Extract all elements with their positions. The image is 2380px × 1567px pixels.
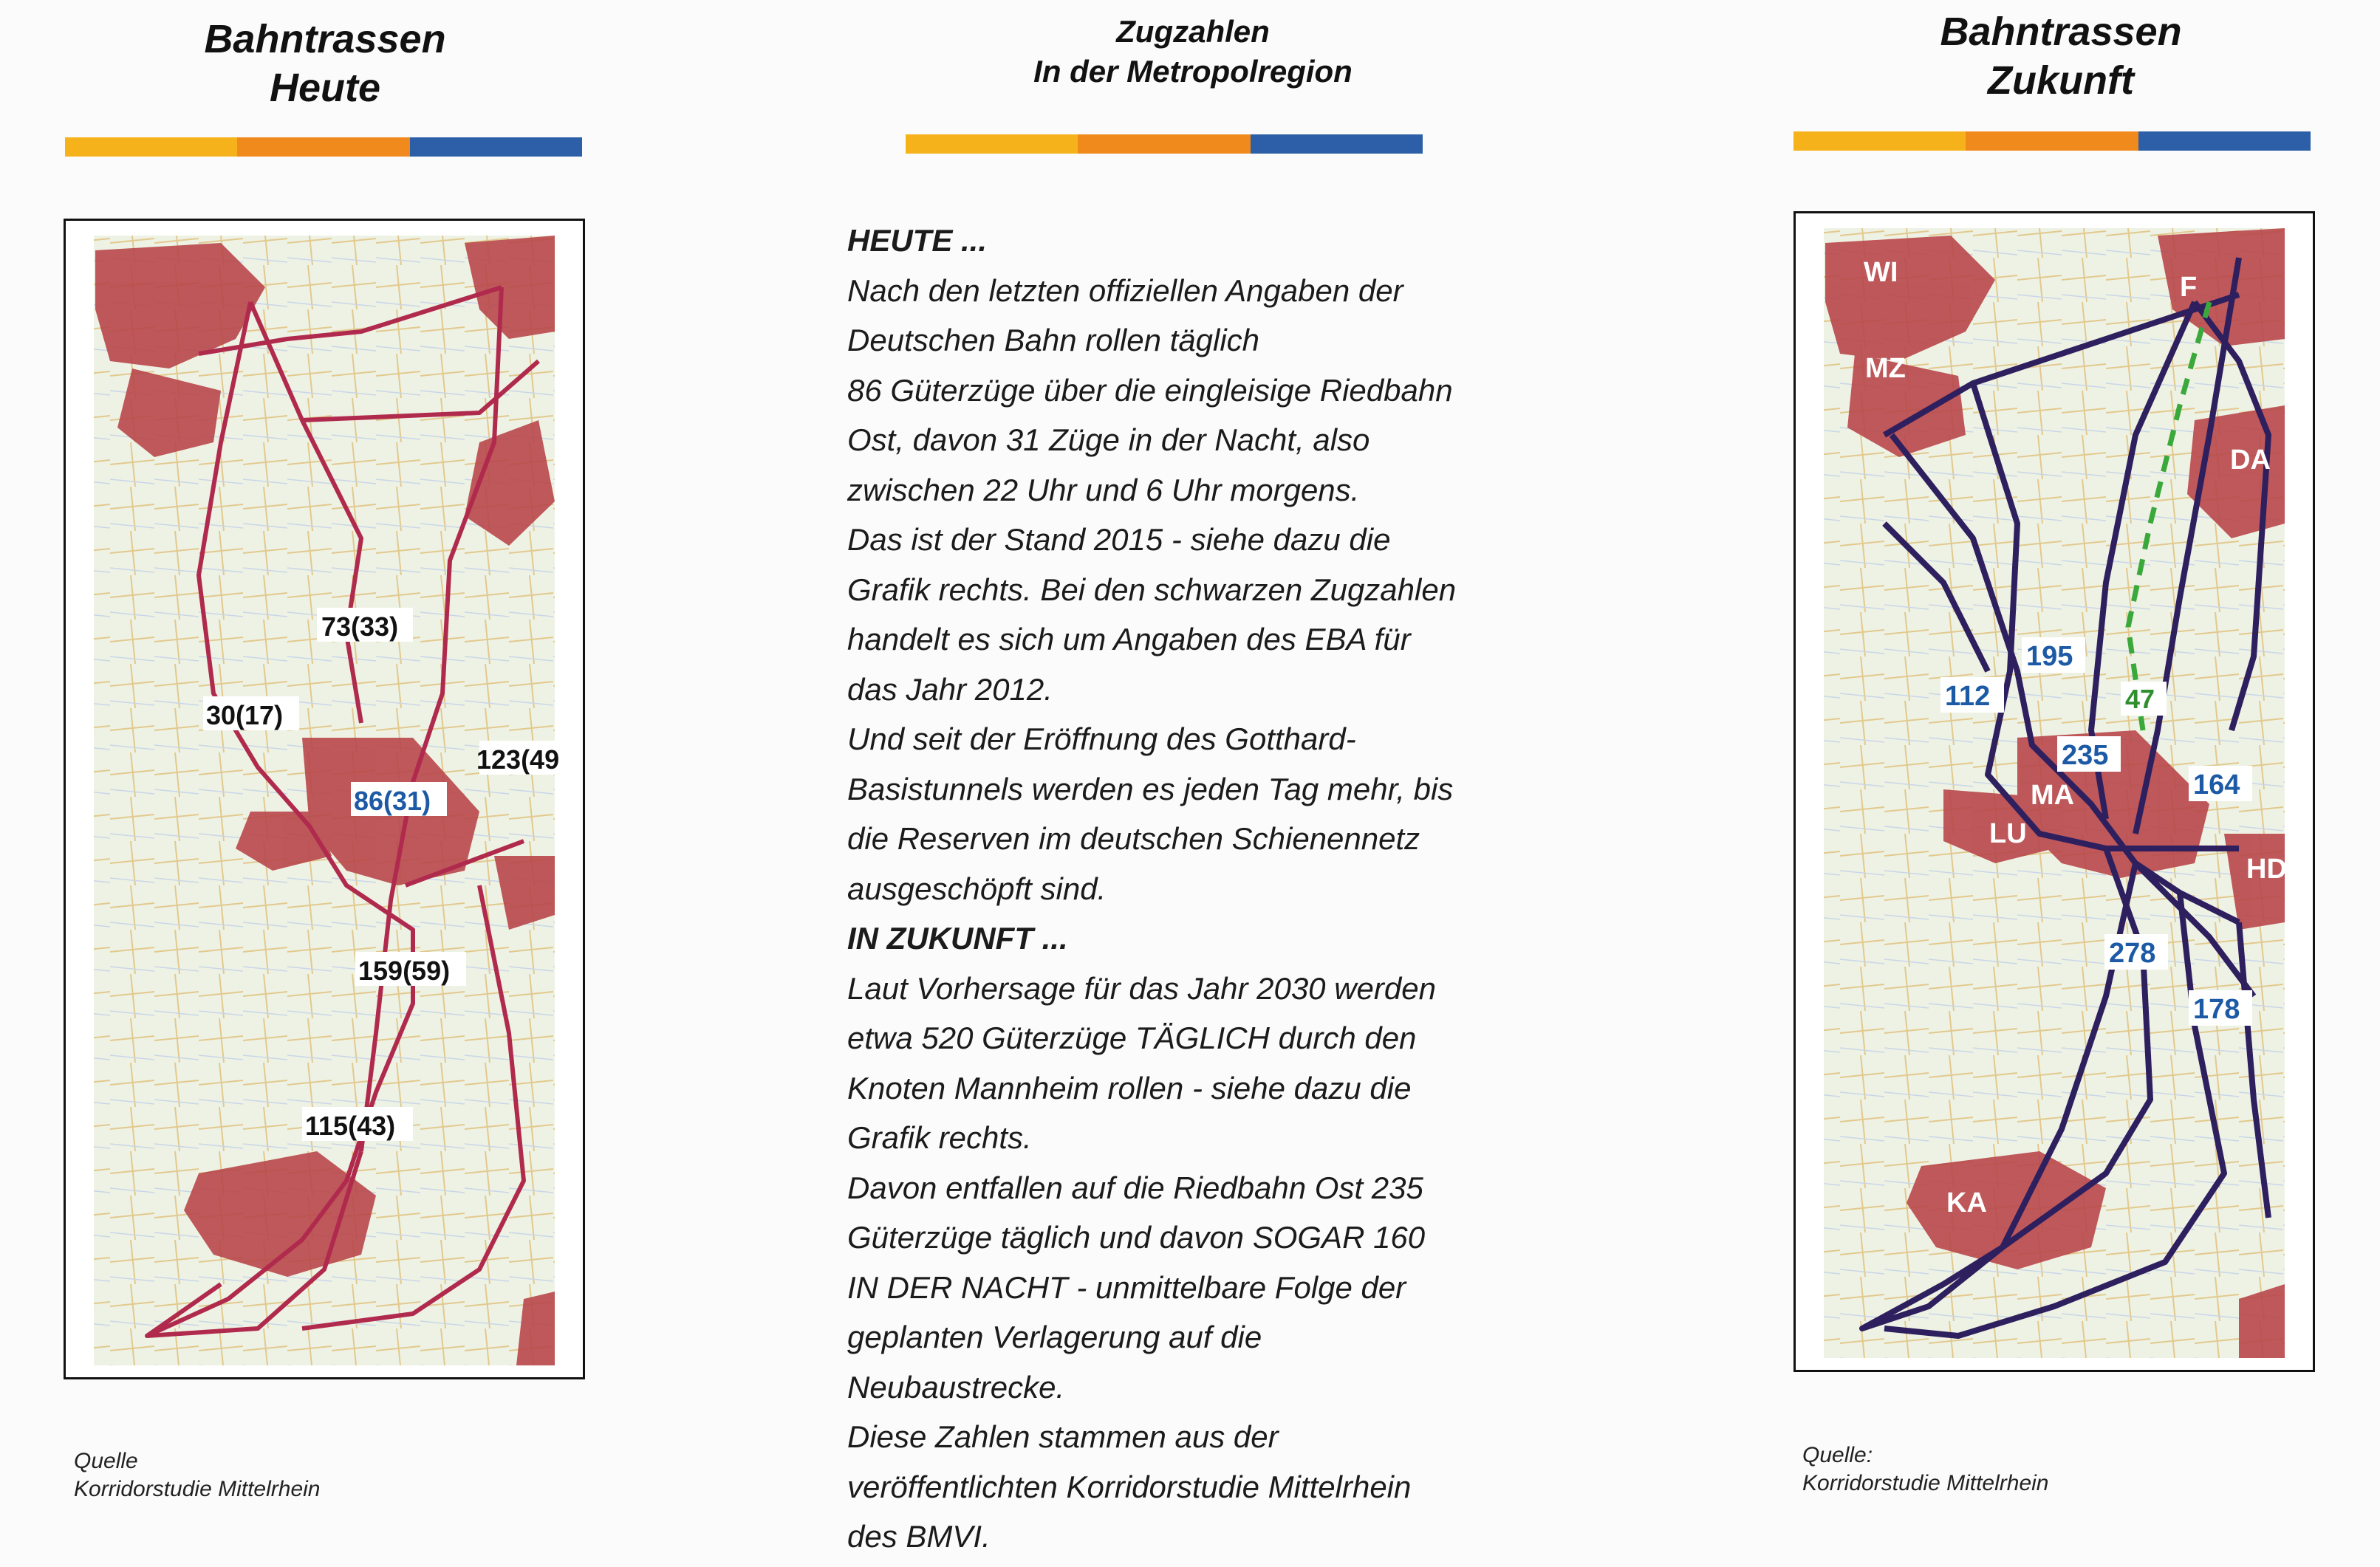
text-line: etwa 520 Güterzüge TÄGLICH durch den: [847, 1021, 1417, 1055]
right-panel: [1751, 0, 2380, 1567]
left-title-line2: Heute: [269, 66, 381, 110]
right-title-line1: Bahntrassen: [1940, 10, 2182, 54]
text-line: handelt es sich um Angaben des EBA für: [847, 622, 1411, 656]
map-label-l3: 123(49: [476, 744, 560, 775]
city-label-ma: MA: [2031, 780, 2075, 811]
text-line: Ost, davon 31 Züge in der Nacht, also: [847, 422, 1370, 457]
color-bar: [65, 137, 582, 157]
text-line: Deutschen Bahn rollen täglich: [847, 323, 1260, 357]
left-title: [118, 15, 532, 112]
city-label-mz: MZ: [1865, 353, 1906, 384]
heading-zukunft: IN ZUKUNFT ...: [847, 921, 1068, 956]
text-line: des BMVI.: [847, 1519, 991, 1554]
text-line: die Reserven im deutschen Schienennetz: [847, 821, 1420, 856]
map-future: [1793, 211, 2315, 1372]
text-line: das Jahr 2012.: [847, 671, 1053, 707]
text-line: IN DER NACHT - unmittelbare Folge der: [847, 1269, 1406, 1305]
text-line: Und seit der Eröffnung des Gotthard-: [847, 721, 1356, 756]
city-label-f: F: [2180, 272, 2198, 303]
left-panel: [0, 0, 620, 1567]
right-title: [1854, 7, 2268, 105]
text-line: Davon entfallen auf die Riedbahn Ost 235: [847, 1170, 1423, 1205]
city-label-lu: LU: [1989, 818, 2027, 849]
text-line: Güterzüge täglich und davon SOGAR 160: [847, 1220, 1426, 1255]
map-label-l5: 159(59): [358, 956, 451, 986]
text-line: Diese Zahlen stammen aus der: [847, 1419, 1279, 1454]
map-label-164: 164: [2193, 769, 2240, 800]
map-label-278: 278: [2109, 938, 2156, 969]
text-line: ausgeschöpft sind.: [847, 871, 1107, 906]
color-bar: [906, 134, 1423, 154]
text-line: Basistunnels werden es jeden Tag mehr, bis: [847, 771, 1454, 806]
right-source-line2: Korridorstudie Mittelrhein: [1802, 1471, 2049, 1495]
left-source: [74, 1447, 320, 1503]
map-label-195: 195: [2026, 641, 2073, 672]
text-line: Grafik rechts. Bei den schwarzen Zugzahlen: [847, 572, 1457, 607]
text-line: Neubaustrecke.: [847, 1369, 1065, 1405]
text-line: geplanten Verlagerung auf die: [847, 1320, 1262, 1354]
heading-heute: HEUTE ...: [847, 223, 988, 258]
city-label-wi: WI: [1864, 257, 1898, 288]
right-source-line1: Quelle:: [1802, 1443, 1873, 1467]
text-line: veröffentlichten Korridorstudie Mittelrhein: [847, 1469, 1412, 1504]
body-text: [847, 216, 1645, 1562]
map-label-112: 112: [1945, 681, 1991, 712]
map-label-l1: 73(33): [321, 611, 399, 642]
map-today: [64, 219, 585, 1379]
middle-panel: [739, 0, 1647, 1567]
city-label-hd: HD: [2246, 854, 2287, 885]
map-label-178: 178: [2193, 994, 2240, 1025]
left-title-line1: Bahntrassen: [204, 17, 446, 61]
text-line: Grafik rechts.: [847, 1120, 1032, 1155]
middle-title-line2: In der Metropolregion: [1033, 54, 1353, 89]
map-label-l4: 86(31): [354, 786, 431, 816]
color-bar: [1793, 131, 2311, 151]
text-line: Laut Vorhersage für das Jahr 2030 werden: [847, 970, 1436, 1006]
right-title-line2: Zukunft: [1988, 58, 2134, 103]
map-label-l2: 30(17): [206, 700, 284, 730]
middle-title: [916, 12, 1470, 92]
text-line: Nach den letzten offiziellen Angaben der: [847, 272, 1403, 308]
city-label-ka: KA: [1946, 1187, 1987, 1218]
text-line: 86 Güterzüge über die eingleisige Riedbahn: [847, 372, 1453, 408]
map-label-47: 47: [2125, 684, 2155, 714]
text-line: Knoten Mannheim rollen - siehe dazu die: [847, 1070, 1412, 1105]
middle-title-line1: Zugzahlen: [1116, 14, 1270, 49]
text-line: Das ist der Stand 2015 - siehe dazu die: [847, 522, 1391, 557]
city-label-da: DA: [2230, 445, 2271, 476]
right-source: [1802, 1441, 2048, 1498]
text-line: zwischen 22 Uhr und 6 Uhr morgens.: [847, 472, 1360, 507]
left-source-line2: Korridorstudie Mittelrhein: [74, 1477, 321, 1501]
left-source-line1: Quelle: [74, 1449, 138, 1473]
map-label-l6: 115(43): [305, 1111, 396, 1141]
map-label-235: 235: [2062, 740, 2109, 771]
